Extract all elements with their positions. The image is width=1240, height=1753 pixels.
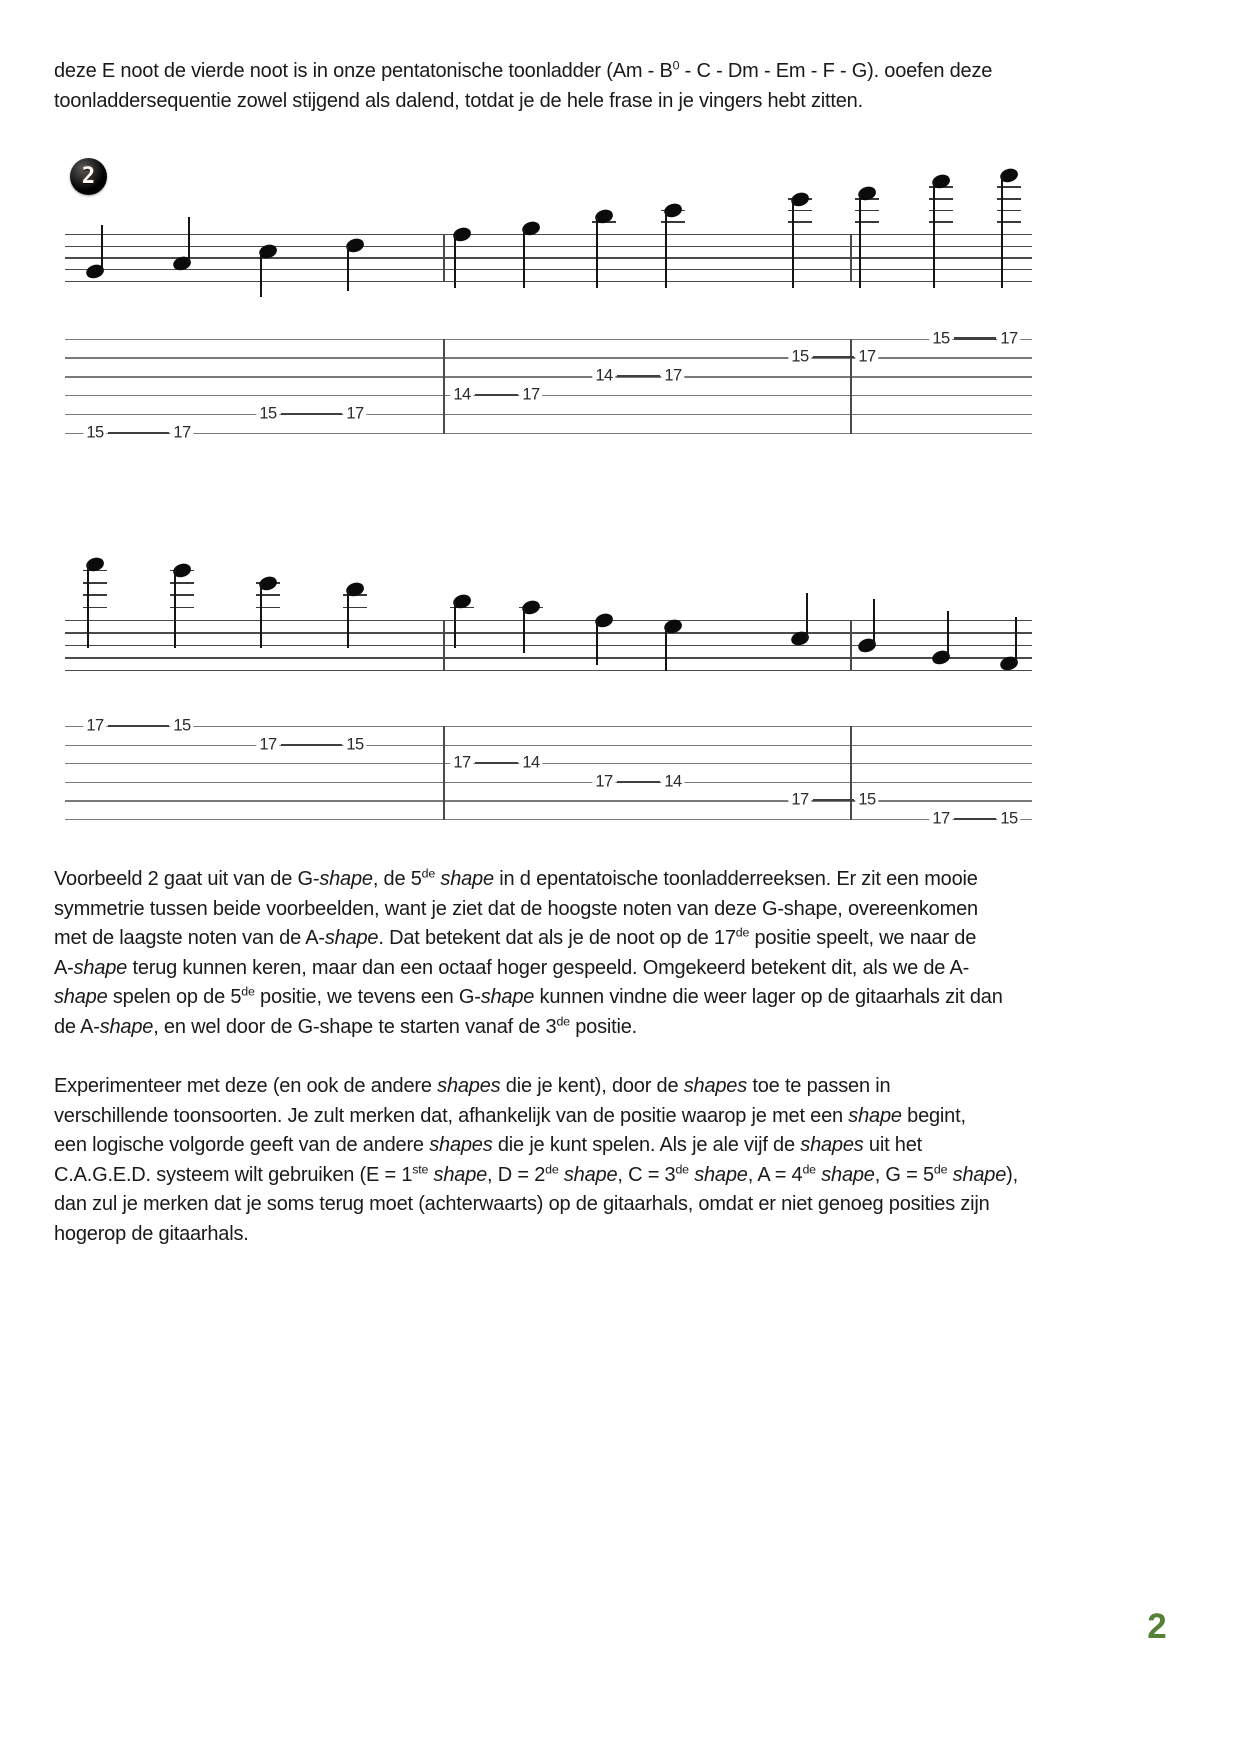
tab-fret-number: 14 [592, 367, 615, 386]
tab-dash [281, 744, 342, 746]
note-stem [188, 217, 190, 263]
tab-dash [954, 818, 996, 820]
note-stem [454, 601, 456, 648]
paragraph-line: dan zul je merken dat je soms terug moet (achterwaarts) op de gitaarhals, omdat er niet genoeg posities zijn [54, 1193, 990, 1215]
paragraph-line: de A-shape, en wel door de G-shape te starten vanaf de 3de positie. [54, 1013, 638, 1038]
paragraph-line: symmetrie tussen beide voorbeelden, want je ziet dat de hoogste noten van deze G-shape, overeenkomen [54, 897, 978, 920]
tab-fret-number: 17 [661, 367, 684, 386]
tab-fret-number: 14 [450, 386, 473, 405]
note-stem [523, 608, 525, 653]
tab-fret-number: 17 [929, 810, 952, 829]
barline [443, 620, 445, 671]
staff-line [65, 620, 1032, 621]
paragraph-line: een logische volgorde geeft van de andere shapes die je kunt spelen. Als je ale vijf de shapes uit het [54, 1134, 923, 1156]
staff-line [65, 246, 1032, 247]
paragraph-line: shape spelen op de 5de positie, we tevens een G-shape kunnen vindne die weer lager op de gitaarhals zit dan [54, 984, 1003, 1008]
tab-fret-number: 17 [592, 772, 615, 791]
tab-fret-number: 15 [83, 424, 106, 443]
staff-line [65, 234, 1032, 235]
tab-fret-number: 17 [855, 348, 878, 367]
paragraph-line: Voorbeeld 2 gaat uit van de G-shape, de 5de shape in d epentatoische toonladderreeksen. Er zit een mooie [54, 866, 978, 890]
tab-dash [475, 762, 518, 764]
tab-barline [443, 339, 445, 435]
note-stem [806, 593, 808, 639]
tab-dash [813, 356, 854, 358]
paragraph-line: C.A.G.E.D. systeem wilt gebruiken (E = 1ste shape, D = 2de shape, C = 3de shape, A = 4de shape, G = 5de shape), [54, 1161, 1018, 1186]
example-2-badge [70, 158, 107, 195]
staff-line [65, 269, 1032, 270]
note-stem [933, 181, 935, 288]
tab-fret-number: 17 [997, 329, 1020, 348]
paragraph-line: Experimenteer met deze (en ook de andere shapes die je kent), door de shapes toe te passen in [54, 1075, 891, 1097]
tab-barline [850, 726, 852, 820]
tab-string-line [65, 800, 1032, 801]
tab-dash [954, 337, 996, 339]
page-number: 2 [1147, 1607, 1167, 1646]
paragraph-line: hogerop de gitaarhals. [54, 1222, 249, 1245]
tab-string-line [65, 395, 1032, 396]
note-stem [87, 564, 89, 648]
paragraph-1 [54, 865, 1194, 1042]
staff-line [65, 257, 1032, 258]
tab-fret-number: 15 [788, 348, 811, 367]
tab-dash [108, 725, 169, 727]
tab-dash [617, 781, 660, 783]
tab-dash [281, 413, 342, 415]
tab-string-line [65, 763, 1032, 764]
intro-paragraph [54, 57, 1194, 116]
tab-dash [617, 375, 660, 377]
tab-string-line [65, 433, 1032, 434]
note-stem [859, 193, 861, 288]
note-stem [347, 246, 349, 291]
tab-fret-number: 15 [343, 735, 366, 754]
tab-string-line [65, 357, 1032, 358]
paragraph-2 [54, 1072, 1194, 1249]
tab-string-line [65, 726, 1032, 727]
paragraph-line: deze E noot de vierde noot is in onze pentatonische toonladder ($Am - B^0$ - C - Dm - Em - F - G). ooefen deze [54, 58, 993, 82]
note-stem [1001, 176, 1003, 289]
tab-dash [813, 799, 854, 801]
tab-string-line [65, 745, 1032, 746]
tab-fret-number: 17 [170, 424, 193, 443]
staff-line [65, 657, 1032, 658]
example-2-badge-label: 2 [81, 164, 96, 189]
note-stem [1015, 617, 1017, 663]
note-stem [947, 611, 949, 657]
tab-string-line [65, 376, 1032, 377]
note-stem [347, 589, 349, 648]
tab-barline [443, 726, 445, 820]
note-stem [260, 583, 262, 648]
barline [850, 234, 852, 282]
paragraph-line: toonladdersequentie zowel stijgend als dalend, totdat je de hele frase in je vingers hebt zitten. [54, 89, 863, 112]
paragraph-line: met de laagste noten van de A-shape. Dat betekent dat als je de noot op de 17de positie speelt, we naar de [54, 925, 977, 949]
tab-fret-number: 14 [519, 754, 542, 773]
tab-string-line [65, 782, 1032, 783]
tab-string-line [65, 819, 1032, 820]
note-stem [665, 211, 667, 288]
tab-fret-number: 15 [256, 405, 279, 424]
note-stem [101, 225, 103, 271]
staff-line [65, 670, 1032, 671]
staff-line [65, 281, 1032, 282]
tab-fret-number: 17 [788, 791, 811, 810]
tab-fret-number: 17 [256, 735, 279, 754]
note-stem [174, 570, 176, 648]
paragraph-line: verschillende toonsoorten. Je zult merken dat, afhankelijk van de positie waarop je met een shape begint, [54, 1104, 966, 1127]
note-stem [523, 228, 525, 288]
note-stem [596, 620, 598, 665]
tab-fret-number: 15 [929, 329, 952, 348]
barline [443, 234, 445, 282]
tab-fret-number: 17 [83, 717, 106, 736]
tab-string-line [65, 414, 1032, 415]
tab-fret-number: 15 [855, 791, 878, 810]
paragraph-line: A-shape terug kunnen keren, maar dan een octaaf hoger gespeeld. Omgekeerd betekent dit, als we de A- [54, 956, 970, 979]
tab-fret-number: 17 [450, 754, 473, 773]
note-stem [596, 217, 598, 289]
tab-fret-number: 17 [343, 405, 366, 424]
staff-line [65, 632, 1032, 633]
note-stem [260, 252, 262, 297]
tab-dash [108, 432, 169, 434]
tab-fret-number: 17 [519, 386, 542, 405]
tab-barline [850, 339, 852, 435]
note-stem [454, 234, 456, 288]
note-stem [873, 599, 875, 645]
note-stem [665, 626, 667, 671]
tab-fret-number: 14 [661, 772, 684, 791]
tab-string-line [65, 339, 1032, 340]
tab-fret-number: 15 [997, 810, 1020, 829]
tab-dash [475, 394, 518, 396]
note-stem [792, 199, 794, 288]
staff-line [65, 645, 1032, 646]
barline [850, 620, 852, 671]
tab-fret-number: 15 [170, 717, 193, 736]
